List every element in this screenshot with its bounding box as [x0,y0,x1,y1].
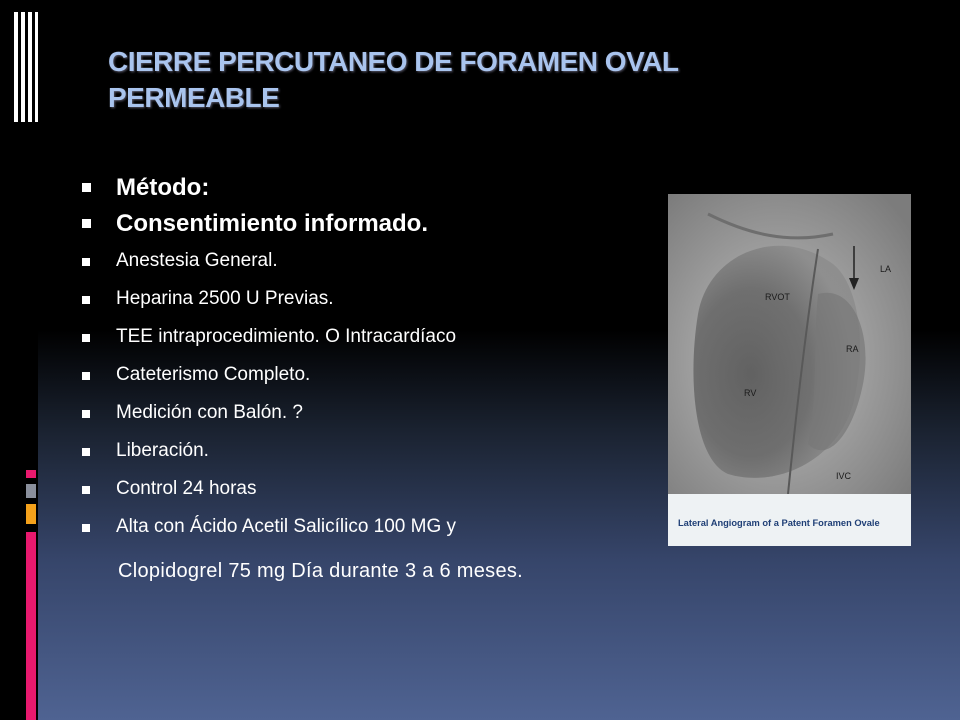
angiogram-figure [668,194,911,546]
deco-bar [26,470,36,478]
square-bullet-icon [82,219,91,228]
bullet-list [82,170,682,546]
bullet-item [82,508,682,546]
bullet-item [82,470,682,508]
bullet-item [82,318,682,356]
decorative-bars-bottom [0,470,38,720]
title-line: PERMEABLE [108,82,280,113]
square-bullet-icon [82,296,90,304]
bullet-text: Alta con Ácido Acetil Salicílico 100 MG y [116,516,457,537]
deco-bar [26,532,36,720]
bullet-item [82,356,682,394]
deco-bar [14,12,18,122]
label-ivc: IVC [836,471,852,481]
bullet-continuation: Clopidogrel 75 mg Día durante 3 a 6 meses. [118,560,524,582]
slide-title [108,44,808,116]
bullet-text: Liberación. [116,440,209,461]
bullet-item [82,394,682,432]
square-bullet-icon [82,334,90,342]
deco-bar [21,12,25,122]
bullet-text: Método: [116,174,210,201]
title-line: CIERRE PERCUTANEO DE FORAMEN OVAL [108,46,679,77]
bullet-item [82,170,682,206]
bullet-item [82,280,682,318]
bullet-text: Control 24 horas [116,478,257,499]
bullet-text: Consentimiento informado. [116,210,428,237]
bullet-item [82,242,682,280]
square-bullet-icon [82,258,90,266]
bullet-text: Cateterismo Completo. [116,364,311,385]
bullet-text: Medición con Balón. ? [116,402,303,423]
label-ra: RA [846,344,859,354]
square-bullet-icon [82,372,90,380]
bullet-text: Anestesia General. [116,250,278,271]
deco-bar [26,504,36,524]
deco-bar [28,12,32,122]
label-rv: RV [744,388,757,398]
square-bullet-icon [82,183,91,192]
square-bullet-icon [82,448,90,456]
square-bullet-icon [82,486,90,494]
deco-bar [35,12,38,122]
bullet-text: TEE intraprocedimiento. O Intracardíaco [116,326,457,347]
square-bullet-icon [82,410,90,418]
label-rvot: RVOT [765,292,790,302]
bullet-item [82,206,682,242]
bullet-text: Heparina 2500 U Previas. [116,288,334,309]
figure-caption: Lateral Angiogram of a Patent Foramen Ovale [678,518,880,528]
decorative-bars-top [0,0,38,160]
square-bullet-icon [82,524,90,532]
label-la: LA [880,264,892,274]
bullet-item [82,432,682,470]
deco-bar [26,484,36,498]
